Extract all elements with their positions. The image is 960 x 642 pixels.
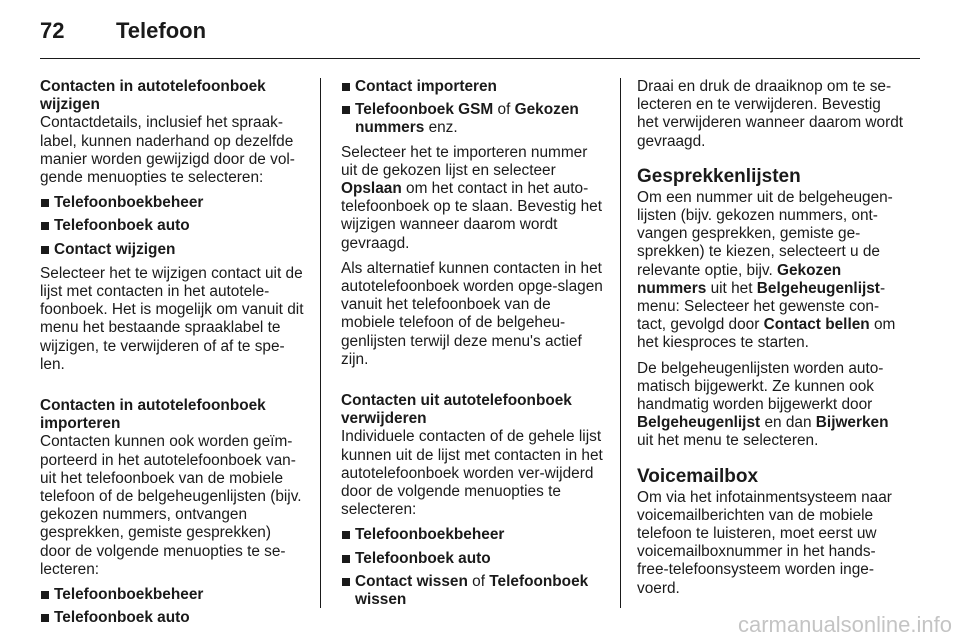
- watermark: carmanualsonline.info: [737, 612, 952, 637]
- menu-option: Contact bellen: [763, 316, 870, 334]
- menu-item-wissen: Contact wissen of Telefoonboek wissen: [341, 573, 605, 609]
- menu-option: Telefoonboek GSM: [355, 101, 494, 119]
- section-heading-delete-contacts: Contacten uit autotelefoonboek verwijderen: [341, 392, 572, 428]
- menu-path-import: [40, 586, 304, 627]
- column-1: [40, 78, 304, 633]
- paragraph-delete-intro: Individuele contacten of de gehele lijst kunnen uit de lijst met contacten in het autotelefoonboek worden ver-wijderd door de volgende menuopties te selecteren:: [341, 428, 603, 519]
- menu-item-gsm: Telefoonboek GSM of Gekozen nummers enz.: [341, 101, 605, 137]
- paragraph-edit-intro: Contactdetails, inclusief het spraak-label, kunnen naderhand op dezelfde manier worden gewijzigd door de vol-gende menuopties te selecteren:: [40, 114, 295, 187]
- menu-option: Gekozen nummers: [355, 101, 579, 137]
- menu-item: Contact wijzigen: [40, 241, 304, 259]
- menu-option: Bijwerken: [815, 414, 889, 432]
- column-2: [341, 78, 605, 615]
- column-divider-1: [320, 78, 321, 608]
- menu-item: Telefoonboek auto: [40, 609, 304, 627]
- page-title: Telefoon: [116, 18, 207, 43]
- paragraph-call-lists-2: De belgeheugenlijsten worden auto-matisch bijgewerkt. Ze kunnen ook handmatig worden bijgewerkt door Belgeheugenlijst en dan Bijwerken uit het menu te selecteren.: [637, 359, 889, 450]
- section-heading-edit-contacts: Contacten in autotelefoonboek wijzigen: [40, 78, 266, 114]
- page-header: [40, 18, 920, 52]
- section-heading-import-contacts: Contacten in autotelefoonboek importeren: [40, 397, 266, 433]
- section-heading-call-lists: Gesprekkenlijsten: [637, 165, 801, 187]
- menu-path-import-cont: [341, 78, 605, 138]
- menu-option: Opslaan: [341, 180, 402, 198]
- paragraph-voicemail: Om via het infotainmentsysteem naar voicemailberichten van de mobiele telefoon te luisteren, moet eerst uw voicemailboxnummer in het hands-free-telefoonsysteem worden inge-voerd.: [637, 488, 892, 597]
- menu-item: Contact importeren: [341, 78, 605, 96]
- column-3: [637, 78, 905, 605]
- menu-item: Telefoonboek auto: [341, 550, 605, 568]
- menu-path-edit: [40, 194, 304, 259]
- menu-item: Telefoonboekbeheer: [40, 586, 304, 604]
- paragraph-delete-confirm: Draai en druk de draaiknop om te se-lecteren en te verwijderen. Bevestig het verwijderen wanneer daarom wordt gevraagd.: [637, 78, 904, 150]
- paragraph-import-intro: Contacten kunnen ook worden geïm-porteerd in het autotelefoonboek van-uit het telefoonboek van de mobiele telefoon of de belgeheugenlijsten (bijv. gekozen nummers, ontvangen gesprekken, gemiste gesprekken) door de volgende menuopties te se-lecteren:: [40, 433, 302, 578]
- paragraph-call-lists-1: Om een nummer uit de belgeheugen-lijsten (bijv. gekozen nummers, ont-vangen gesprekken, gemiste ge-sprekken) te kiezen, selecteert u de relevante optie, bijv. Gekozen nummers uit het Belgeheugenlijst-menu: Selecteer het gewenste con-tact, gevolgd door Contact bellen om het kiesproces te starten.: [637, 188, 896, 352]
- column-divider-2: [620, 78, 621, 608]
- header-rule: [40, 58, 920, 59]
- menu-path-delete: [341, 526, 605, 609]
- menu-item: Telefoonboekbeheer: [341, 526, 605, 544]
- section-heading-voicemail: Voicemailbox: [637, 465, 759, 487]
- menu-item: Telefoonboek auto: [40, 217, 304, 235]
- menu-option: Belgeheugenlijst: [756, 279, 880, 297]
- paragraph-import-select: Selecteer het te importeren nummer uit de gekozen lijst en selecteer Opslaan om het contact in het auto-telefoonboek op te slaan. Bevestig het wijzigen wanneer daarom wordt gevraagd.: [341, 143, 602, 252]
- menu-option: Telefoonboek wissen: [355, 572, 589, 609]
- menu-option: Contact wissen: [355, 572, 468, 590]
- page-number: 72: [40, 18, 65, 43]
- menu-option: Belgeheugenlijst: [637, 414, 761, 432]
- menu-item: Telefoonboekbeheer: [40, 194, 304, 212]
- menu-option: Gekozen nummers: [637, 261, 842, 297]
- paragraph-edit-text: Selecteer het te wijzigen contact uit de lijst met contacten in het autotele-foonboek. Het is mogelijk om vanuit dit menu het bestaande spraaklabel te wijzigen, te verwijderen of af te spe-len.: [40, 264, 304, 373]
- paragraph-import-alt: Als alternatief kunnen contacten in het autotelefoonboek worden opge-slagen vanuit het telefoonboek van de mobiele telefoon of de belgeheu-genlijsten terwijl deze menu's actief zijn.: [341, 259, 603, 368]
